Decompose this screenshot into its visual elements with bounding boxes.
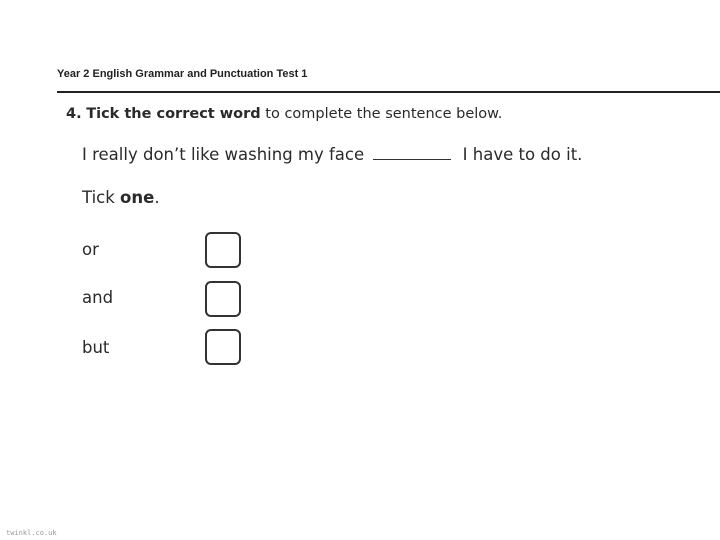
sentence-before: I really don’t like washing my face	[82, 145, 365, 164]
sentence-blank	[373, 145, 451, 160]
question-number: 4.	[66, 106, 82, 122]
checkbox-or[interactable]	[205, 232, 241, 268]
instruction	[82, 188, 160, 207]
footer-watermark: twinkl.co.uk	[6, 529, 57, 537]
checkbox-and[interactable]	[205, 281, 241, 317]
header-divider	[57, 91, 720, 93]
option-label-and: and	[82, 288, 114, 307]
instruction-suffix: .	[154, 188, 160, 207]
option-label-but: but	[82, 338, 110, 357]
instruction-prefix: Tick	[82, 188, 121, 207]
sentence-after: I have to do it.	[462, 145, 583, 164]
question-rest-text: to complete the sentence below.	[260, 106, 503, 122]
question-bold-text: Tick the correct word	[86, 106, 261, 122]
sentence	[82, 145, 582, 164]
option-label-or: or	[82, 240, 99, 259]
page-header: Year 2 English Grammar and Punctuation Test 1	[57, 68, 308, 80]
instruction-bold: one	[120, 188, 155, 207]
question-prompt	[66, 106, 502, 122]
checkbox-but[interactable]	[205, 329, 241, 365]
